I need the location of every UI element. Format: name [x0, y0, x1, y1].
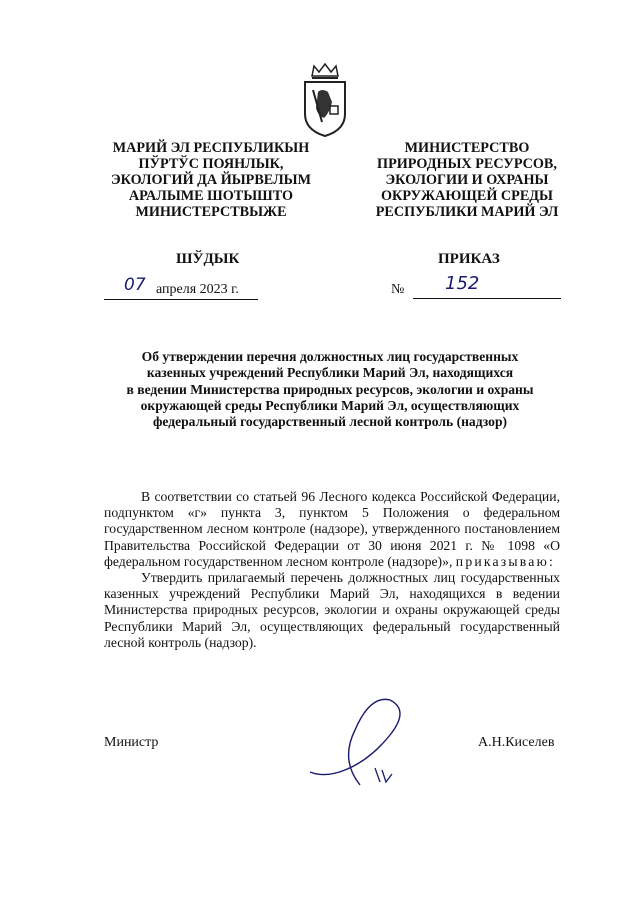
header-left-line: МАРИЙ ЭЛ РЕСПУБЛИКЫН [112, 140, 310, 156]
ministry-name-mari [96, 140, 326, 220]
header-right-line: РЕСПУБЛИКИ МАРИЙ ЭЛ [375, 204, 559, 220]
order-body [104, 489, 560, 651]
doc-type-russian: ПРИКАЗ [438, 251, 500, 267]
title-line: казенных учреждений Республики Марий Эл, находящихся [146, 365, 514, 381]
number-handwritten: 152 [445, 273, 480, 294]
coat-of-arms-icon [300, 62, 350, 138]
order-title [100, 349, 560, 430]
header-right-line: МИНИСТЕРСТВО [404, 140, 530, 156]
title-line: окружающей среды Республики Марий Эл, осуществляющих [140, 397, 520, 413]
number-sign: № [391, 282, 405, 297]
header-right-line: ПРИРОДНЫХ РЕСУРСОВ, [377, 156, 557, 172]
header-left-line: ЭКОЛОГИЙ ДА ЙЫРВЕЛЫМ [111, 172, 311, 188]
doc-type-mari: ШЎДЫК [176, 251, 240, 267]
title-line: Об утверждении перечня должностных лиц государственных [141, 349, 519, 364]
paragraph-basis-text: В соответствии со статьей 96 Лесного кодекса Российской Федерации, подпунктом «г» пункта 3, пунктом 5 Положения о федеральном государственном лесном контроле (надзоре), утвержденного постановлением Правительства Российской Федерации от 30 июня 2021 г. № 1098 «О федеральном государственном лесном контроле (надзоре)», [104, 489, 560, 569]
header-left-line: МИНИСТЕРСТВЫЖЕ [135, 204, 287, 220]
signer-name: А.Н.Киселев [478, 735, 555, 750]
order-verb: приказываю: [455, 553, 555, 569]
date-day-handwritten: 07 [124, 275, 146, 295]
signer-role: Министр [104, 735, 159, 750]
header-left-line: АРАЛЫМЕ ШОТЫШТО [128, 188, 294, 204]
paragraph-basis [104, 489, 560, 570]
ministry-name-russian [352, 140, 582, 220]
number-underline [413, 298, 561, 299]
signature-icon [300, 690, 420, 790]
paragraph-decision: Утвердить прилагаемый перечень должностных лиц государственных казенных учреждений Республики Марий Эл, находящихся в ведении Министерства природных ресурсов, экологии и охраны окружающей среды Республики Марий Эл, осуществляющих федеральный государственный лесной контроль (надзор). [104, 570, 560, 650]
order-date [104, 275, 258, 300]
header-right-line: ЭКОЛОГИИ И ОХРАНЫ [385, 172, 549, 188]
order-number [391, 273, 561, 299]
date-month-year: апреля 2023 г. [156, 282, 239, 297]
header-right-line: ОКРУЖАЮЩЕЙ СРЕДЫ [381, 188, 553, 204]
title-line: в ведении Министерства природных ресурсов, экологии и охраны [126, 381, 534, 397]
header-left-line: ПЎРТЎС ПОЯНЛЫК, [138, 156, 284, 172]
title-line: федеральный государственный лесной контроль (надзор) [152, 414, 508, 430]
